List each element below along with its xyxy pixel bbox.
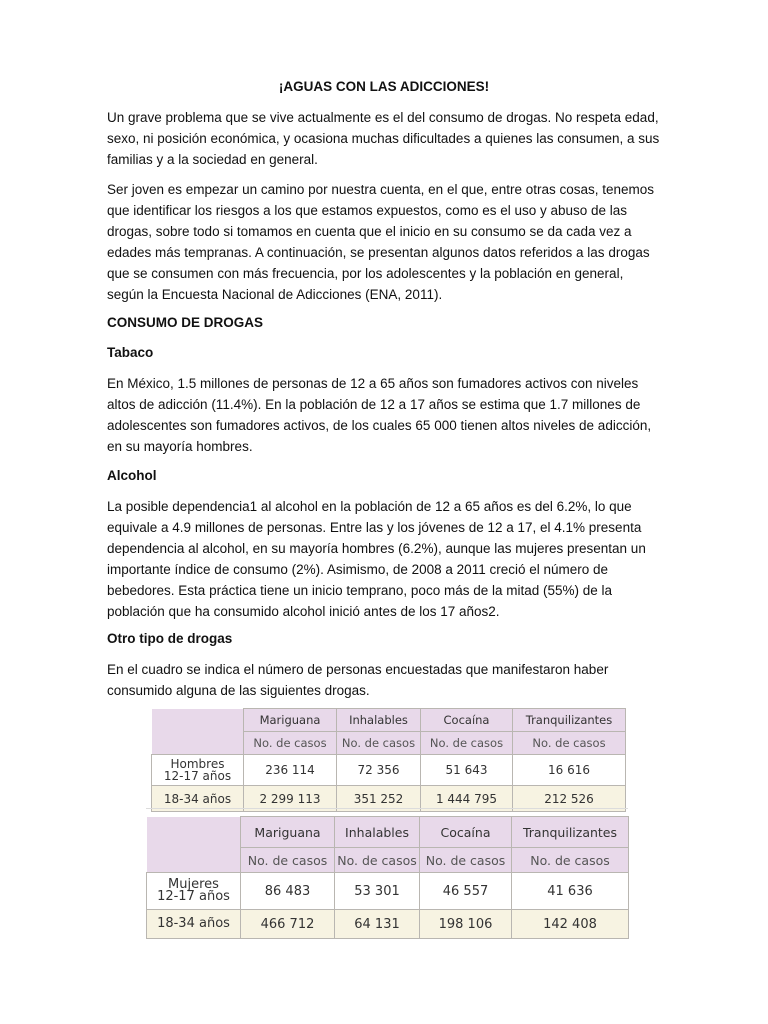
heading-consumo-de-drogas: CONSUMO DE DROGAS [107,315,264,330]
subheader-cell: No. de casos [420,848,512,873]
subheader-cell: No. de casos [241,848,335,873]
table-cell: 2 299 113 [244,786,337,812]
subheader-cell: No. de casos [244,732,337,755]
table-divider [146,808,628,809]
column-header-cocaina: Cocaína [421,709,513,732]
table-cell: 16 616 [513,755,626,786]
heading-otro-tipo-de-drogas: Otro tipo de drogas [107,631,233,646]
table-row [147,910,629,939]
table-cell: 466 712 [241,910,335,939]
row-label-sub: 12-17 años [157,889,230,904]
table-row [147,873,629,910]
paragraph-alcohol: La posible dependencia1 al alcohol en la población de 12 a 65 años es del 6.2%, lo que equivale a 4.9 millones de personas. Entre las y los jóvenes de 12 a 17, el 4.1% presenta dependencia al alcohol, en su mayoría hombres (6.2%), aunque las mujeres presentan un importante índice de consumo (2%). Asimismo, de 2008 a 2011 creció el número de bebedores. Esta práctica tiene un inicio temprano, poco más de la mitad (55%) de la población que ha consumido alcohol inició antes de los 17 años2. [107,499,646,619]
column-header-mariguana: Mariguana [244,709,337,732]
row-label-main: Hombres [170,757,225,771]
paragraph-youth: Ser joven es empezar un camino por nuestra cuenta, en el que, entre otras cosas, tenemos que identificar los riesgos a los que estamos expuestos, como es el uso y abuso de las drogas, sobre todo si tomamos en cuenta que el inicio en su consumo se da cada vez a edades más tempranas. A continuación, se presentan algunos datos referidos a las drogas que se consumen con más frecuencia, por los adolescentes y la población en general, según la Encuesta Nacional de Adicciones (ENA, 2011). [107,182,655,302]
subheader-cell: No. de casos [512,848,629,873]
table-cell: 236 114 [244,755,337,786]
column-header-inhalables: Inhalables [337,709,421,732]
drug-table-mujeres [146,816,629,939]
column-header-tranquilizantes: Tranquilizantes [512,817,629,848]
table-cell: 53 301 [335,873,420,910]
table-cell: 212 526 [513,786,626,812]
subheader-cell: No. de casos [335,848,420,873]
subheader-cell: No. de casos [421,732,513,755]
table-cell: 51 643 [421,755,513,786]
column-header-tranquilizantes: Tranquilizantes [513,709,626,732]
table-cell: 351 252 [337,786,421,812]
column-header-inhalables: Inhalables [335,817,420,848]
drug-table-hombres [151,708,626,812]
row-label: 18-34 años [152,786,244,812]
paragraph-intro: Un grave problema que se vive actualmente es el del consumo de drogas. No respeta edad, sexo, ni posición económica, y ocasiona muchas dificultades a quienes las consumen, a sus familias y a la sociedad en general. [107,110,660,167]
subheader-cell: No. de casos [513,732,626,755]
column-header-mariguana: Mariguana [241,817,335,848]
row-label: 18-34 años [147,910,241,939]
document-title: ¡AGUAS CON LAS ADICCIONES! [278,79,490,94]
table-cell: 72 356 [337,755,421,786]
heading-tabaco: Tabaco [107,345,154,360]
row-label-sub: 12-17 años [163,769,232,783]
table-cell: 198 106 [420,910,512,939]
table-cell: 41 636 [512,873,629,910]
table-row [152,755,626,786]
row-label [147,873,241,910]
table-cell: 46 557 [420,873,512,910]
column-header-cocaina: Cocaína [420,817,512,848]
heading-alcohol: Alcohol [107,468,157,483]
table-cell: 64 131 [335,910,420,939]
paragraph-cuadro: En el cuadro se indica el número de personas encuestadas que manifestaron haber consumido alguna de las siguientes drogas. [107,662,609,698]
paragraph-tabaco: En México, 1.5 millones de personas de 12 a 65 años son fumadores activos con niveles altos de adicción (11.4%). En la población de 12 a 17 años se estima que 1.7 millones de adolescentes son fumadores activos, de los cuales 65 000 tienen altos niveles de adicción, en su mayoría hombres. [107,376,652,454]
table-cell: 1 444 795 [421,786,513,812]
subheader-cell: No. de casos [337,732,421,755]
row-label-main: Mujeres [168,877,219,892]
table-cell: 142 408 [512,910,629,939]
row-label [152,755,244,786]
table-cell: 86 483 [241,873,335,910]
